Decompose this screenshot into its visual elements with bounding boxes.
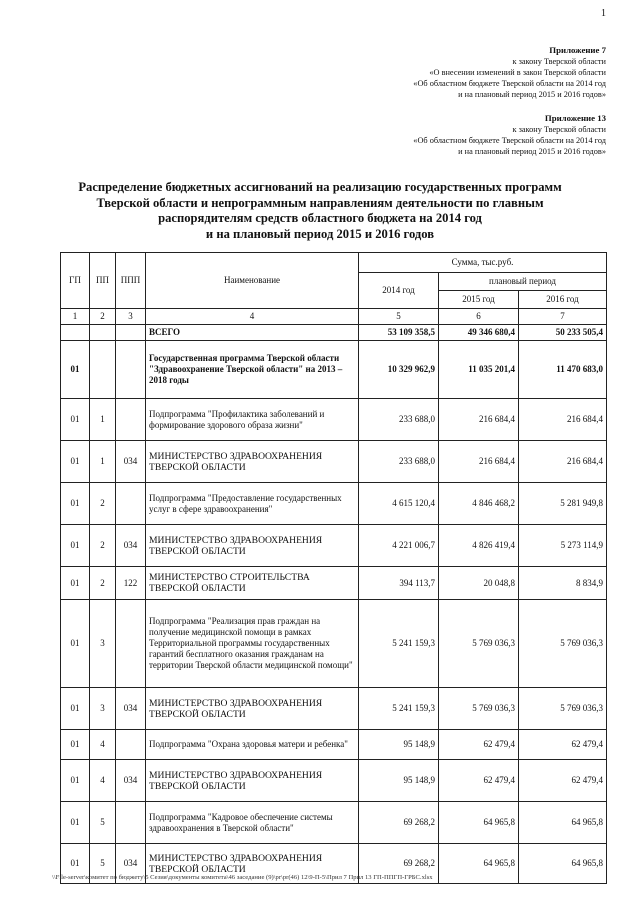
cell-2014: 95 148,9 [359,730,439,760]
cell-2016: 64 965,8 [519,844,607,884]
cell-gp: 01 [61,844,90,884]
header-pp: ПП [90,253,116,309]
total-ppp [116,325,146,341]
cell-gp: 01 [61,600,90,688]
cell-ppp [116,399,146,441]
cell-pp: 1 [90,399,116,441]
cell-ppp: 034 [116,760,146,802]
cell-ppp [116,483,146,525]
column-number: 2 [90,309,116,325]
cell-ppp [116,600,146,688]
table-row [61,441,607,483]
cell-2014: 95 148,9 [359,760,439,802]
title-line: Распределение бюджетных ассигнований на реализацию государственных программ [78,180,562,194]
cell-gp: 01 [61,802,90,844]
cell-gp: 01 [61,760,90,802]
table-row [61,802,607,844]
table-row [61,399,607,441]
cell-gp: 01 [61,688,90,730]
cell-ppp: 034 [116,844,146,884]
cell-2014: 10 329 962,9 [359,341,439,399]
column-number: 6 [439,309,519,325]
cell-2014: 5 241 159,3 [359,688,439,730]
header-name: Наименование [146,253,359,309]
cell-2016: 216 684,4 [519,441,607,483]
annex-7-line: и на плановый период 2015 и 2016 годов» [458,90,606,99]
annex-7-heading: Приложение 7 [549,45,606,55]
cell-name: Подпрограмма "Кадровое обеспечение системы здравоохранения в Тверской области" [146,802,359,844]
annex-13-line: и на плановый период 2015 и 2016 годов» [458,147,606,156]
cell-name: Подпрограмма "Охрана здоровья матери и ребенка" [146,730,359,760]
header-ppp: ППП [116,253,146,309]
cell-ppp [116,730,146,760]
cell-2016: 8 834,9 [519,567,607,600]
header-plan-period: плановый период [439,273,607,291]
cell-name: МИНИСТЕРСТВО ЗДРАВООХРАНЕНИЯ ТВЕРСКОЙ ОБЛАСТИ [146,525,359,567]
cell-ppp: 034 [116,525,146,567]
column-number: 5 [359,309,439,325]
cell-pp: 2 [90,525,116,567]
cell-ppp: 122 [116,567,146,600]
table-row [61,525,607,567]
cell-2014: 5 241 159,3 [359,600,439,688]
budget-table [60,252,607,884]
cell-2016: 5 769 036,3 [519,688,607,730]
cell-pp: 4 [90,730,116,760]
total-gp [61,325,90,341]
file-path-footer: \\File-server\комитет по бюджету\5 Сезия\документы комитета\46 заседание (9)\pr\pr(46) 12\9-П-5\Прил 7 Прил 13 ГП-ППГП-ГРБС.xlsx [52,874,433,881]
column-number: 4 [146,309,359,325]
annex-7-line: к закону Тверской области [512,57,606,66]
cell-pp: 2 [90,483,116,525]
title-line: распорядителям средств областного бюджета на 2014 год [158,211,482,225]
cell-name: МИНИСТЕРСТВО ЗДРАВООХРАНЕНИЯ ТВЕРСКОЙ ОБЛАСТИ [146,844,359,884]
total-2016: 50 233 505,4 [519,325,607,341]
cell-ppp [116,802,146,844]
annex-13-line: к закону Тверской области [512,125,606,134]
cell-name: Подпрограмма "Предоставление государственных услуг в сфере здравоохранения" [146,483,359,525]
annex-7-line: «О внесении изменений в закон Тверской области [429,68,606,77]
cell-ppp: 034 [116,688,146,730]
cell-2015: 5 769 036,3 [439,600,519,688]
annex-13-heading: Приложение 13 [544,113,606,123]
cell-2015: 4 826 419,4 [439,525,519,567]
header-gp: ГП [61,253,90,309]
table-row [61,688,607,730]
cell-2016: 62 479,4 [519,730,607,760]
cell-2014: 394 113,7 [359,567,439,600]
cell-name: МИНИСТЕРСТВО ЗДРАВООХРАНЕНИЯ ТВЕРСКОЙ ОБЛАСТИ [146,441,359,483]
cell-pp: 4 [90,760,116,802]
annex-7-line: «Об областном бюджете Тверской области на 2014 год [413,79,606,88]
cell-2016: 216 684,4 [519,399,607,441]
cell-pp: 2 [90,567,116,600]
cell-2015: 64 965,8 [439,802,519,844]
cell-gp: 01 [61,399,90,441]
cell-pp [90,341,116,399]
cell-2015: 20 048,8 [439,567,519,600]
cell-2015: 5 769 036,3 [439,688,519,730]
cell-gp: 01 [61,730,90,760]
header-2015: 2015 год [439,291,519,309]
table-row [61,600,607,688]
column-number: 3 [116,309,146,325]
annex-13-block [413,113,606,157]
total-2014: 53 109 358,5 [359,325,439,341]
cell-2015: 64 965,8 [439,844,519,884]
cell-2014: 69 268,2 [359,844,439,884]
table-row [61,730,607,760]
cell-2015: 62 479,4 [439,760,519,802]
title-line: Тверской области и непрограммным направлениям деятельности по главным [96,195,544,210]
cell-gp: 01 [61,341,90,399]
cell-2014: 233 688,0 [359,399,439,441]
cell-2014: 4 615 120,4 [359,483,439,525]
table-row [61,341,607,399]
cell-2015: 216 684,4 [439,399,519,441]
page-number: 1 [601,8,606,19]
cell-gp: 01 [61,483,90,525]
column-number: 1 [61,309,90,325]
table-row [61,760,607,802]
cell-2016: 5 281 949,8 [519,483,607,525]
cell-2014: 233 688,0 [359,441,439,483]
cell-pp: 5 [90,802,116,844]
cell-pp: 3 [90,600,116,688]
total-pp [90,325,116,341]
annex-13-line: «Об областном бюджете Тверской области на 2014 год [413,136,606,145]
cell-2015: 11 035 201,4 [439,341,519,399]
cell-2014: 69 268,2 [359,802,439,844]
header-2016: 2016 год [519,291,607,309]
cell-name: МИНИСТЕРСТВО ЗДРАВООХРАНЕНИЯ ТВЕРСКОЙ ОБЛАСТИ [146,688,359,730]
column-number: 7 [519,309,607,325]
total-2015: 49 346 680,4 [439,325,519,341]
cell-2016: 5 769 036,3 [519,600,607,688]
cell-2015: 4 846 468,2 [439,483,519,525]
table-row [61,483,607,525]
document-title [60,180,580,242]
cell-2015: 62 479,4 [439,730,519,760]
cell-2016: 11 470 683,0 [519,341,607,399]
cell-gp: 01 [61,567,90,600]
cell-2014: 4 221 006,7 [359,525,439,567]
annex-7-block [413,45,606,100]
total-label: ВСЕГО [146,325,359,341]
cell-name: МИНИСТЕРСТВО СТРОИТЕЛЬСТВА ТВЕРСКОЙ ОБЛАСТИ [146,567,359,600]
header-2014: 2014 год [359,273,439,309]
cell-pp: 1 [90,441,116,483]
cell-2015: 216 684,4 [439,441,519,483]
cell-2016: 64 965,8 [519,802,607,844]
cell-pp: 3 [90,688,116,730]
cell-pp: 5 [90,844,116,884]
cell-gp: 01 [61,525,90,567]
header-sum: Сумма, тыс.руб. [359,253,607,273]
cell-name: Государственная программа Тверской области "Здравоохранение Тверской области" на 2013 – 2018 годы [146,341,359,399]
cell-name: Подпрограмма "Реализация прав граждан на получение медицинской помощи в рамках Территориальной программы государственных гарантий бесплатного оказания гражданам на территории Тверской области медицинской помощи" [146,600,359,688]
cell-ppp: 034 [116,441,146,483]
title-line: и на плановый период 2015 и 2016 годов [205,226,435,241]
cell-name: МИНИСТЕРСТВО ЗДРАВООХРАНЕНИЯ ТВЕРСКОЙ ОБЛАСТИ [146,760,359,802]
cell-2016: 62 479,4 [519,760,607,802]
table-row [61,567,607,600]
cell-gp: 01 [61,441,90,483]
cell-ppp [116,341,146,399]
cell-name: Подпрограмма "Профилактика заболеваний и формирование здорового образа жизни" [146,399,359,441]
cell-2016: 5 273 114,9 [519,525,607,567]
